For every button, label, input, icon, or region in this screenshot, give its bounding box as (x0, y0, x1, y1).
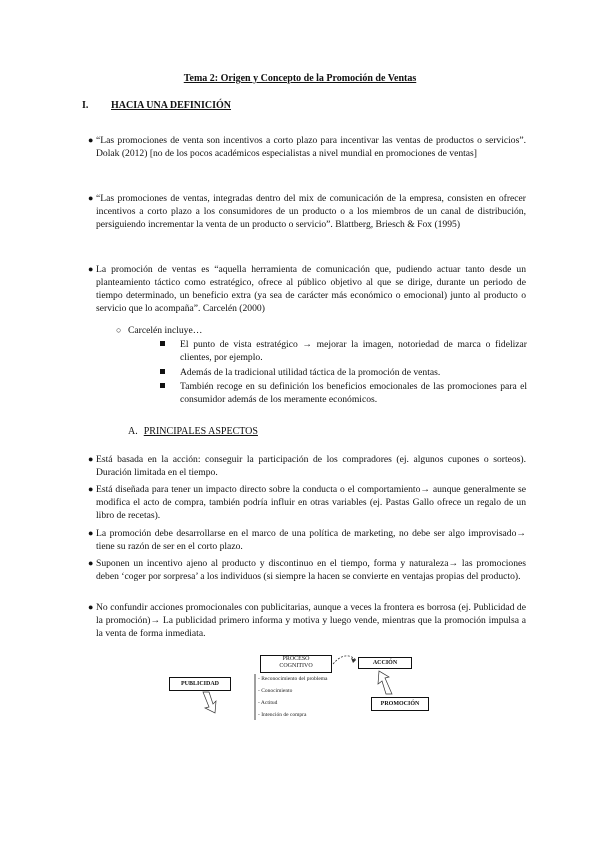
definition-text: La promoción de ventas es “aquella herramienta de comunicación que, pudiendo actuar tanto desde un planteamiento táctico como estratégico, ofrece al público objetivo al que se dirige, durante un periodo de tiempo determinado, un beneficio extra (ya sea de carácter más económico o emocional) junto al producto o servicio que lo acompaña”. Carcelén (2000) (96, 264, 526, 314)
carcelen-item-text: También recoge en su definición los beneficios emocionales de las promociones para el consumidor además de los meramente económicos. (180, 381, 527, 405)
circle-bullet-icon: ○ (116, 325, 122, 335)
step-item: - Actitud (258, 700, 278, 706)
step-item: - Intención de compra (258, 712, 307, 718)
definition-text: “Las promociones de venta son incentivos a corto plazo para incentivar las ventas de productos o servicios”. Dolak (2012) [no de los pocos académicos especialistas a nivel mundial en promociones de ventas] (96, 135, 526, 159)
bullet-icon: ● (88, 558, 94, 568)
accion-box: ACCIÓN (358, 657, 412, 669)
bullet-icon: ● (88, 454, 94, 464)
step-item: - Reconocimiento del problema (258, 676, 328, 682)
aspect-text: Suponen un incentivo ajeno al producto y discontinuo en el tiempo, forma y naturaleza→ las promociones deben ‘coger por sorpresa’ a los individuos (si siempre la hacen se convierte en ventajas propias del producto). (96, 558, 526, 582)
document-title: Tema 2: Origen y Concepto de la Promoción de Ventas (183, 73, 417, 84)
hollow-arrow-up-icon (378, 671, 392, 694)
bullet-icon: ● (88, 484, 94, 494)
arrowhead-icon (351, 658, 356, 663)
bullet-icon: ● (88, 264, 94, 274)
step-item: - Conocimiento (258, 688, 293, 694)
bullet-icon: ● (88, 135, 94, 145)
hollow-arrow-down-icon (203, 692, 216, 713)
carcelen-item-text: El punto de vista estratégico → mejorar la imagen, notoriedad de marca o fidelizar clientes, por ejemplo. (180, 339, 527, 363)
proceso-cognitivo-box: PROCESO COGNITIVO (260, 655, 332, 673)
promocion-box: PROMOCIÓN (371, 697, 429, 711)
section-title: HACIA UNA DEFINICIÓN (111, 100, 232, 111)
carcelen-label: ○ Carcelén incluye… (116, 325, 203, 336)
bullet-icon: ● (88, 602, 94, 612)
carcelen-item-text: Además de la tradicional utilidad táctica de la promoción de ventas. (180, 367, 441, 378)
aspect-text: Está basada en la acción: conseguir la participación de los compradores (ej. algunos cupones o sorteos). Duración limitada en el tiempo. (96, 454, 526, 478)
publicidad-box: PUBLICIDAD (169, 677, 231, 691)
aspect-text: No confundir acciones promocionales con publicitarias, aunque a veces la frontera es borrosa (ej. Publicidad de la promoción)→ La publicidad primero informa y motiva y luego vende, mientras que la promoción impulsa a la venta de forma inmediata. (96, 602, 526, 639)
subsection-title: PRINCIPALES ASPECTOS (143, 426, 258, 437)
section-number: I. (82, 100, 89, 111)
bullet-icon: ● (88, 193, 94, 203)
bullet-icon: ● (88, 528, 94, 538)
aspect-text: La promoción debe desarrollarse en el marco de una política de marketing, no debe ser algo improvisado→ tiene su razón de ser en el corto plazo. (96, 528, 526, 552)
subsection-letter: A. (128, 426, 138, 437)
definition-text: “Las promociones de ventas, integradas dentro del mix de comunicación de la empresa, consisten en ofrecer incentivos a corto plazo a los consumidores de un producto o a los miembros de un canal de distribución, persiguiendo incrementar la venta de un producto o servicio”. Blattberg, Briesch & Fox (1995) (96, 193, 526, 230)
aspect-text: Está diseñada para tener un impacto directo sobre la conducta o el comportamiento→ aunque generalmente se modifica el acto de compra, también podría influir en otras variables (ej. Pastas Gallo ofrece un regalo de un libro de recetas). (96, 484, 526, 521)
